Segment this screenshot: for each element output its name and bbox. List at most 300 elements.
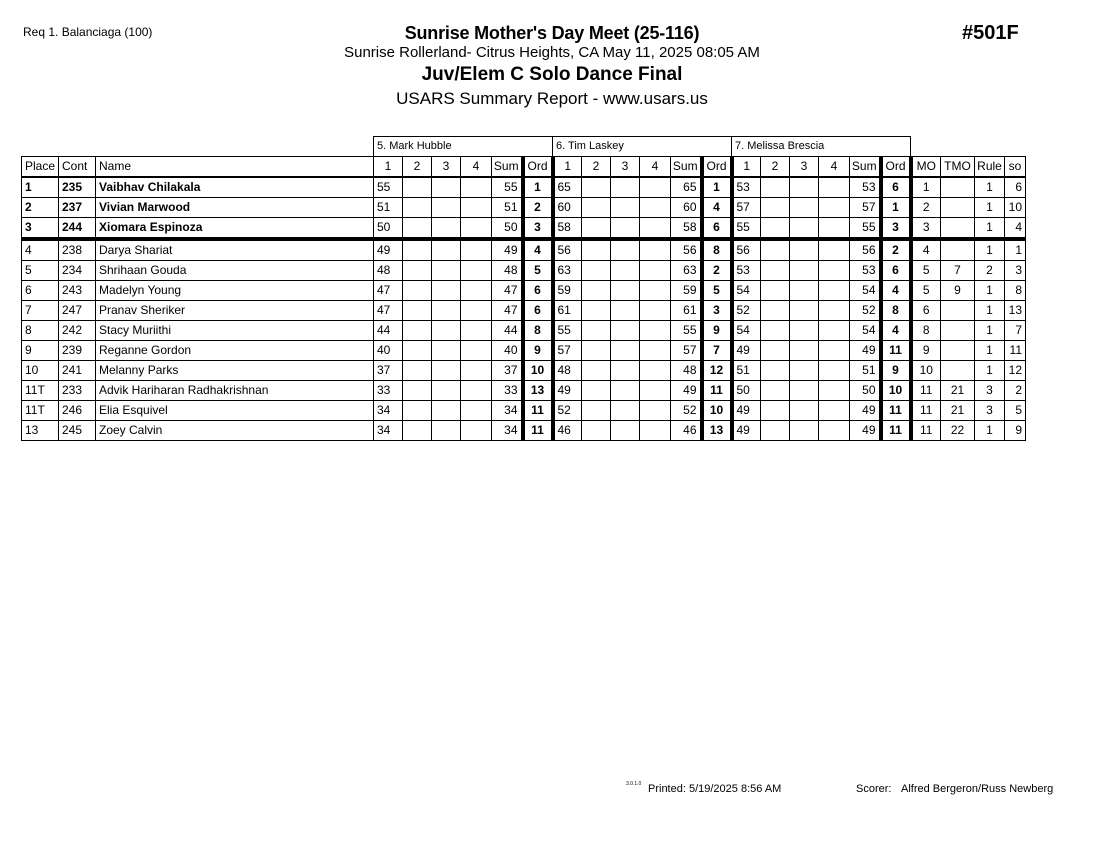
judge-5-sum: 48 — [492, 261, 523, 281]
total-majority-ordinal: 9 — [941, 281, 975, 301]
judge-7-score-3 — [790, 361, 819, 381]
judge-6-score-2 — [582, 341, 611, 361]
judge-6-score-3 — [611, 218, 640, 240]
total-majority-ordinal: 21 — [941, 381, 975, 401]
col-j5-score-3: 3 — [432, 157, 461, 178]
judge-5-score-2 — [403, 321, 432, 341]
judge-6-ordinal: 3 — [702, 301, 732, 321]
judge-7-score-3 — [790, 381, 819, 401]
total-majority-ordinal — [941, 361, 975, 381]
judge-7-sum: 53 — [850, 261, 881, 281]
contestant-number: 238 — [59, 239, 96, 261]
judge-7-score-1: 49 — [732, 341, 761, 361]
judge-5-sum: 33 — [492, 381, 523, 401]
judge-7-ordinal: 6 — [881, 177, 911, 198]
judge-7-score-2 — [761, 361, 790, 381]
judge-5-score-4 — [461, 341, 492, 361]
judge-6-sum: 61 — [671, 301, 702, 321]
judge-7-sum: 57 — [850, 198, 881, 218]
table-row — [22, 301, 1026, 321]
judge-6-sum: 48 — [671, 361, 702, 381]
judge-7-sum: 56 — [850, 239, 881, 261]
judge-6-score-3 — [611, 321, 640, 341]
judge-6-ordinal: 12 — [702, 361, 732, 381]
contestant-number: 239 — [59, 341, 96, 361]
skater-name: Elia Esquivel — [96, 401, 374, 421]
skate-order: 13 — [1005, 301, 1026, 321]
judge-6-sum: 55 — [671, 321, 702, 341]
judge-7-score-1: 53 — [732, 177, 761, 198]
judge-6-score-4 — [640, 281, 671, 301]
majority-ordinal: 9 — [911, 341, 941, 361]
judge-5-score-2 — [403, 341, 432, 361]
skate-order: 6 — [1005, 177, 1026, 198]
place-cell: 4 — [22, 239, 59, 261]
judge-6-score-2 — [582, 177, 611, 198]
skater-name: Xiomara Espinoza — [96, 218, 374, 240]
judge-6-sum: 52 — [671, 401, 702, 421]
judge-7-score-1: 53 — [732, 261, 761, 281]
judge-6-score-4 — [640, 401, 671, 421]
judge-5-ordinal: 13 — [523, 381, 553, 401]
judge-6-sum: 46 — [671, 421, 702, 441]
judge-5-score-3 — [432, 218, 461, 240]
judge-5-sum: 55 — [492, 177, 523, 198]
judge-7-sum: 53 — [850, 177, 881, 198]
table-row — [22, 361, 1026, 381]
judge-5-sum: 47 — [492, 281, 523, 301]
total-majority-ordinal — [941, 239, 975, 261]
judge-5-ordinal: 1 — [523, 177, 553, 198]
majority-ordinal: 5 — [911, 261, 941, 281]
judge-6-score-3 — [611, 177, 640, 198]
contestant-number: 243 — [59, 281, 96, 301]
judge-5-sum: 34 — [492, 401, 523, 421]
judge-5-score-2 — [403, 177, 432, 198]
skate-order: 7 — [1005, 321, 1026, 341]
skater-name: Vivian Marwood — [96, 198, 374, 218]
judge-5-score-3 — [432, 401, 461, 421]
judge-5-score-2 — [403, 261, 432, 281]
table-row — [22, 239, 1026, 261]
judge-6-ordinal: 13 — [702, 421, 732, 441]
judge-5-score-4 — [461, 361, 492, 381]
judge-6-score-4 — [640, 361, 671, 381]
judge-7-score-1: 54 — [732, 281, 761, 301]
skater-name: Shrihaan Gouda — [96, 261, 374, 281]
judge-7-ordinal: 11 — [881, 341, 911, 361]
judge-6-score-3 — [611, 381, 640, 401]
judge-7-sum: 49 — [850, 401, 881, 421]
judge-5-score-3 — [432, 261, 461, 281]
place-cell: 2 — [22, 198, 59, 218]
judge-6-score-2 — [582, 401, 611, 421]
skate-order: 3 — [1005, 261, 1026, 281]
judge-7-score-4 — [819, 421, 850, 441]
judge-5-score-4 — [461, 177, 492, 198]
judge-6-score-4 — [640, 301, 671, 321]
judge-7-score-2 — [761, 281, 790, 301]
judge-5-score-1: 50 — [374, 218, 403, 240]
place-cell: 3 — [22, 218, 59, 240]
judge-6-score-1: 59 — [553, 281, 582, 301]
judge-7-score-1: 54 — [732, 321, 761, 341]
judge-6-score-2 — [582, 361, 611, 381]
judge-5-score-3 — [432, 177, 461, 198]
skate-order: 8 — [1005, 281, 1026, 301]
rule: 1 — [975, 361, 1005, 381]
judge-6-score-1: 60 — [553, 198, 582, 218]
judge-7-ordinal: 2 — [881, 239, 911, 261]
judge-7-score-4 — [819, 218, 850, 240]
judge-7-ordinal: 11 — [881, 401, 911, 421]
judge-7-score-3 — [790, 401, 819, 421]
table-row — [22, 281, 1026, 301]
col-j5-score-1: 1 — [374, 157, 403, 178]
judge-5-score-1: 47 — [374, 281, 403, 301]
rule: 1 — [975, 198, 1005, 218]
judge-7-score-1: 49 — [732, 401, 761, 421]
col-j7-ord: Ord — [881, 157, 911, 178]
judge-5-sum: 49 — [492, 239, 523, 261]
table-row — [22, 261, 1026, 281]
judge-7-sum: 51 — [850, 361, 881, 381]
table-row — [22, 321, 1026, 341]
judge-7-sum: 49 — [850, 421, 881, 441]
judge-7-score-3 — [790, 321, 819, 341]
col-j5-ord: Ord — [523, 157, 553, 178]
judge-6-score-1: 63 — [553, 261, 582, 281]
judge-6-score-2 — [582, 198, 611, 218]
skater-name: Melanny Parks — [96, 361, 374, 381]
skater-name: Stacy Muriithi — [96, 321, 374, 341]
judge-5-score-3 — [432, 341, 461, 361]
judge-6-score-2 — [582, 218, 611, 240]
judge-7-sum: 54 — [850, 281, 881, 301]
judge-6-score-3 — [611, 198, 640, 218]
judge-7-score-2 — [761, 177, 790, 198]
judge-7-score-2 — [761, 321, 790, 341]
judge-5-score-4 — [461, 281, 492, 301]
judge-6-sum: 49 — [671, 381, 702, 401]
place-cell: 13 — [22, 421, 59, 441]
judge-6-score-2 — [582, 281, 611, 301]
judge-5-score-3 — [432, 321, 461, 341]
judge-6-ordinal: 11 — [702, 381, 732, 401]
total-majority-ordinal — [941, 321, 975, 341]
skate-order: 12 — [1005, 361, 1026, 381]
place-cell: 6 — [22, 281, 59, 301]
judge-7-score-1: 57 — [732, 198, 761, 218]
skater-name: Advik Hariharan Radhakrishnan — [96, 381, 374, 401]
judge-6-ordinal: 7 — [702, 341, 732, 361]
judge-7-ordinal: 9 — [881, 361, 911, 381]
judge-7-ordinal: 4 — [881, 281, 911, 301]
judge-7-score-2 — [761, 341, 790, 361]
judge-5-name: 5. Mark Hubble — [374, 137, 553, 157]
majority-ordinal: 11 — [911, 421, 941, 441]
judge-7-sum: 54 — [850, 321, 881, 341]
judge-7-ordinal: 1 — [881, 198, 911, 218]
event-code: #501F — [962, 22, 1019, 44]
judge-7-ordinal: 10 — [881, 381, 911, 401]
judge-6-score-3 — [611, 341, 640, 361]
judge-7-score-1: 49 — [732, 421, 761, 441]
col-j5-sum: Sum — [492, 157, 523, 178]
total-majority-ordinal: 21 — [941, 401, 975, 421]
judge-7-ordinal: 3 — [881, 218, 911, 240]
report-title: USARS Summary Report - www.usars.us — [396, 89, 708, 108]
col-cont: Cont — [59, 157, 96, 178]
judge-6-score-1: 46 — [553, 421, 582, 441]
judge-6-sum: 60 — [671, 198, 702, 218]
judge-5-score-1: 33 — [374, 381, 403, 401]
judge-6-score-4 — [640, 261, 671, 281]
judge-6-score-3 — [611, 261, 640, 281]
col-j6-sum: Sum — [671, 157, 702, 178]
judge-5-score-3 — [432, 281, 461, 301]
judge-5-score-1: 47 — [374, 301, 403, 321]
judge-7-name: 7. Melissa Brescia — [732, 137, 911, 157]
judge-7-score-2 — [761, 218, 790, 240]
judge-6-ordinal: 5 — [702, 281, 732, 301]
judge-6-score-2 — [582, 421, 611, 441]
judge-6-sum: 59 — [671, 281, 702, 301]
judge-5-score-4 — [461, 239, 492, 261]
place-cell: 1 — [22, 177, 59, 198]
judge-5-ordinal: 6 — [523, 281, 553, 301]
contestant-number: 235 — [59, 177, 96, 198]
judge-6-score-2 — [582, 301, 611, 321]
skate-order: 9 — [1005, 421, 1026, 441]
total-majority-ordinal — [941, 218, 975, 240]
judge-6-ordinal: 1 — [702, 177, 732, 198]
rule: 2 — [975, 261, 1005, 281]
judge-5-ordinal: 8 — [523, 321, 553, 341]
judge-6-score-3 — [611, 361, 640, 381]
contestant-number: 234 — [59, 261, 96, 281]
col-so: so — [1005, 157, 1026, 178]
judge-5-score-2 — [403, 381, 432, 401]
judge-7-score-2 — [761, 261, 790, 281]
rule: 1 — [975, 341, 1005, 361]
majority-ordinal: 3 — [911, 218, 941, 240]
rule: 1 — [975, 301, 1005, 321]
judge-6-score-1: 49 — [553, 381, 582, 401]
judge-7-score-3 — [790, 198, 819, 218]
col-j7-score-3: 3 — [790, 157, 819, 178]
contestant-number: 244 — [59, 218, 96, 240]
judge-7-score-3 — [790, 281, 819, 301]
judge-6-score-2 — [582, 321, 611, 341]
judge-6-score-4 — [640, 341, 671, 361]
judge-5-ordinal: 9 — [523, 341, 553, 361]
judge-6-score-4 — [640, 218, 671, 240]
scorer-label: Scorer: — [856, 783, 892, 795]
judge-5-score-1: 55 — [374, 177, 403, 198]
judge-5-score-4 — [461, 198, 492, 218]
contestant-number: 247 — [59, 301, 96, 321]
judge-5-score-4 — [461, 401, 492, 421]
judge-6-score-1: 57 — [553, 341, 582, 361]
rule: 1 — [975, 177, 1005, 198]
contestant-number: 246 — [59, 401, 96, 421]
judge-6-score-1: 55 — [553, 321, 582, 341]
judge-7-score-3 — [790, 261, 819, 281]
judge-7-ordinal: 8 — [881, 301, 911, 321]
rule: 1 — [975, 421, 1005, 441]
judge-7-score-3 — [790, 301, 819, 321]
judge-6-score-1: 52 — [553, 401, 582, 421]
judge-7-score-1: 50 — [732, 381, 761, 401]
judge-6-score-4 — [640, 239, 671, 261]
judge-7-score-2 — [761, 239, 790, 261]
judge-5-score-2 — [403, 281, 432, 301]
judge-7-ordinal: 11 — [881, 421, 911, 441]
place-cell: 7 — [22, 301, 59, 321]
col-j6-score-4: 4 — [640, 157, 671, 178]
place-cell: 11T — [22, 401, 59, 421]
judge-6-score-2 — [582, 261, 611, 281]
judge-6-score-3 — [611, 301, 640, 321]
total-majority-ordinal: 22 — [941, 421, 975, 441]
judge-7-score-4 — [819, 198, 850, 218]
judge-5-sum: 51 — [492, 198, 523, 218]
majority-ordinal: 11 — [911, 401, 941, 421]
skater-name: Vaibhav Chilakala — [96, 177, 374, 198]
skater-name: Reganne Gordon — [96, 341, 374, 361]
judge-7-score-3 — [790, 239, 819, 261]
judge-6-score-3 — [611, 421, 640, 441]
judge-7-score-3 — [790, 218, 819, 240]
table-row — [22, 401, 1026, 421]
judge-7-score-2 — [761, 301, 790, 321]
judge-6-ordinal: 6 — [702, 218, 732, 240]
col-j6-score-3: 3 — [611, 157, 640, 178]
judge-5-score-4 — [461, 301, 492, 321]
judge-5-score-3 — [432, 239, 461, 261]
skater-name: Madelyn Young — [96, 281, 374, 301]
judge-6-score-4 — [640, 381, 671, 401]
judge-5-score-2 — [403, 421, 432, 441]
judge-6-sum: 57 — [671, 341, 702, 361]
col-j7-score-1: 1 — [732, 157, 761, 178]
judge-5-score-1: 48 — [374, 261, 403, 281]
judge-7-score-4 — [819, 381, 850, 401]
judge-7-score-4 — [819, 321, 850, 341]
judge-5-score-1: 34 — [374, 401, 403, 421]
version-mark: 3.0.1.0 — [626, 781, 642, 787]
judge-6-score-4 — [640, 321, 671, 341]
meet-title: Sunrise Mother's Day Meet (25-116) — [404, 23, 700, 43]
judge-7-score-2 — [761, 198, 790, 218]
judge-5-score-3 — [432, 361, 461, 381]
skater-name: Zoey Calvin — [96, 421, 374, 441]
skater-name: Darya Shariat — [96, 239, 374, 261]
judge-7-sum: 50 — [850, 381, 881, 401]
skater-name: Pranav Sheriker — [96, 301, 374, 321]
judge-5-score-3 — [432, 198, 461, 218]
judge-7-score-4 — [819, 361, 850, 381]
place-cell: 8 — [22, 321, 59, 341]
majority-ordinal: 8 — [911, 321, 941, 341]
column-header-row — [22, 157, 1026, 178]
judge-7-score-4 — [819, 239, 850, 261]
judge-5-score-2 — [403, 239, 432, 261]
judge-7-score-2 — [761, 401, 790, 421]
judge-7-sum: 52 — [850, 301, 881, 321]
col-j5-score-4: 4 — [461, 157, 492, 178]
judge-5-sum: 34 — [492, 421, 523, 441]
request-line: Req 1. Balanciaga (100) — [23, 25, 153, 39]
place-cell: 11T — [22, 381, 59, 401]
judge-5-score-2 — [403, 198, 432, 218]
total-majority-ordinal: 7 — [941, 261, 975, 281]
table-row — [22, 218, 1026, 240]
location-line: Sunrise Rollerland- Citrus Heights, CA May 11, 2025 08:05 AM — [344, 44, 760, 61]
judge-7-score-4 — [819, 177, 850, 198]
judge-6-score-4 — [640, 177, 671, 198]
col-j6-score-1: 1 — [553, 157, 582, 178]
judge-5-sum: 44 — [492, 321, 523, 341]
judge-5-score-2 — [403, 218, 432, 240]
place-cell: 10 — [22, 361, 59, 381]
judge-7-score-4 — [819, 401, 850, 421]
col-mo: MO — [911, 157, 941, 178]
total-majority-ordinal — [941, 177, 975, 198]
judge-5-ordinal: 2 — [523, 198, 553, 218]
judge-7-ordinal: 6 — [881, 261, 911, 281]
judge-5-score-2 — [403, 301, 432, 321]
judge-6-ordinal: 4 — [702, 198, 732, 218]
judge-header-row — [22, 137, 1026, 157]
majority-ordinal: 5 — [911, 281, 941, 301]
judge-5-score-1: 40 — [374, 341, 403, 361]
judge-6-ordinal: 8 — [702, 239, 732, 261]
judge-6-score-4 — [640, 198, 671, 218]
judge-7-score-1: 52 — [732, 301, 761, 321]
printed-timestamp: Printed: 5/19/2025 8:56 AM — [648, 783, 782, 795]
contestant-number: 242 — [59, 321, 96, 341]
judge-6-score-4 — [640, 421, 671, 441]
rule: 1 — [975, 239, 1005, 261]
judge-6-ordinal: 10 — [702, 401, 732, 421]
col-j7-score-2: 2 — [761, 157, 790, 178]
judge-6-sum: 58 — [671, 218, 702, 240]
judge-5-score-4 — [461, 421, 492, 441]
col-j6-score-2: 2 — [582, 157, 611, 178]
judge-5-score-1: 44 — [374, 321, 403, 341]
majority-ordinal: 10 — [911, 361, 941, 381]
event-title: Juv/Elem C Solo Dance Final — [421, 64, 683, 85]
rule: 1 — [975, 321, 1005, 341]
place-cell: 9 — [22, 341, 59, 361]
judge-7-score-1: 51 — [732, 361, 761, 381]
judge-7-score-2 — [761, 381, 790, 401]
col-j6-ord: Ord — [702, 157, 732, 178]
judge-5-ordinal: 4 — [523, 239, 553, 261]
judge-6-score-3 — [611, 401, 640, 421]
judge-5-score-1: 51 — [374, 198, 403, 218]
judge-6-ordinal: 9 — [702, 321, 732, 341]
rule: 3 — [975, 401, 1005, 421]
table-row — [22, 381, 1026, 401]
judge-7-ordinal: 4 — [881, 321, 911, 341]
total-majority-ordinal — [941, 198, 975, 218]
judge-7-score-4 — [819, 341, 850, 361]
judge-7-sum: 55 — [850, 218, 881, 240]
skate-order: 1 — [1005, 239, 1026, 261]
